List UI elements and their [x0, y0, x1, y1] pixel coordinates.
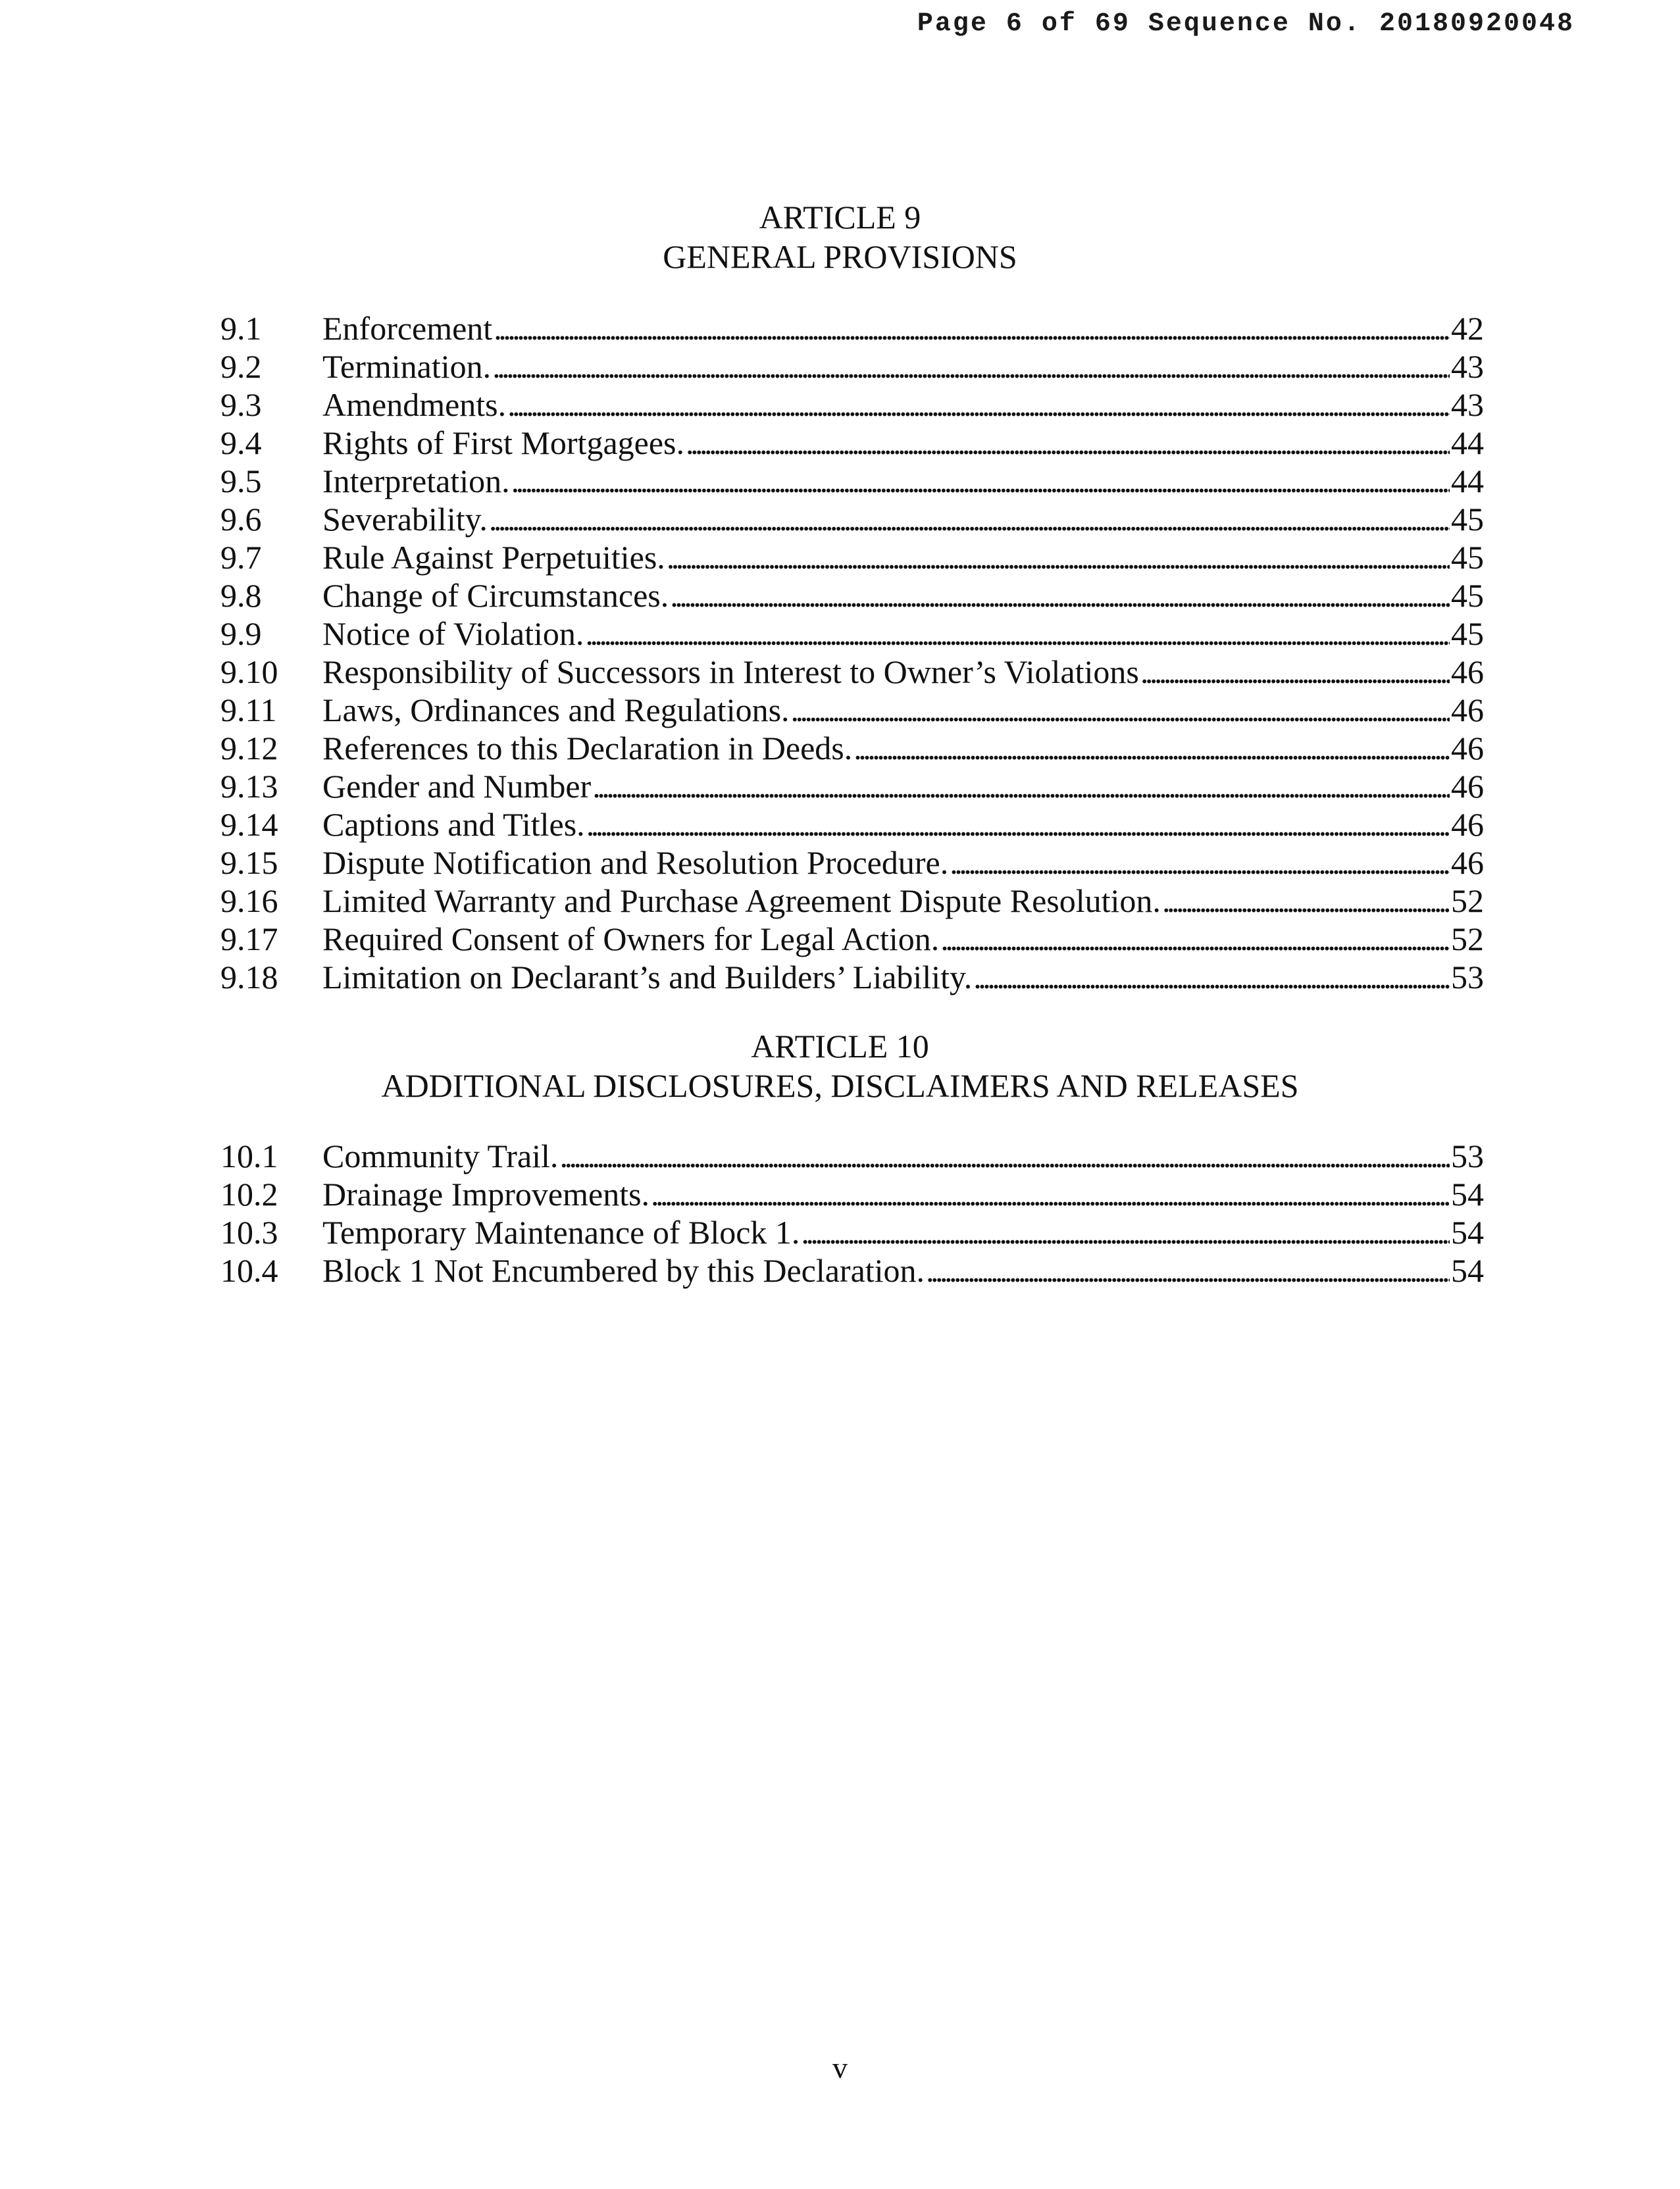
toc-dot-leader [592, 767, 1450, 805]
toc-entry-title: Drainage Improvements. [322, 1176, 650, 1213]
toc-entry-page: 44 [1451, 424, 1484, 461]
toc-entry [220, 1137, 1484, 1175]
toc-entry-number: 9.17 [220, 920, 278, 957]
toc-entry [220, 386, 1484, 424]
toc-entry-page: 54 [1451, 1252, 1484, 1289]
article-10-toc [220, 1137, 1484, 1290]
toc-entry-title: Gender and Number [322, 768, 592, 805]
toc-entry [220, 615, 1484, 653]
toc-entry-title: Rights of First Mortgagees. [322, 424, 684, 461]
toc-entry [220, 882, 1484, 920]
toc-entry-title: Temporary Maintenance of Block 1. [322, 1214, 800, 1251]
toc-dot-leader [667, 538, 1450, 576]
toc-entry [220, 424, 1484, 462]
toc-entry-page: 46 [1451, 653, 1484, 690]
toc-entry-page: 54 [1451, 1176, 1484, 1213]
toc-dot-leader [1162, 882, 1450, 920]
toc-dot-leader [670, 576, 1450, 615]
toc-entry-number: 9.2 [220, 348, 262, 385]
toc-entry [220, 500, 1484, 538]
toc-entry-title: References to this Declaration in Deeds. [322, 730, 853, 767]
toc-entry-page: 53 [1451, 959, 1484, 995]
toc-entry-number: 9.14 [220, 806, 278, 843]
toc-entry-title: Captions and Titles. [322, 806, 585, 843]
toc-entry-title: Community Trail. [322, 1138, 559, 1174]
toc-entry-number: 9.8 [220, 577, 262, 614]
toc-entry-number: 9.15 [220, 844, 278, 881]
toc-entry-page: 46 [1451, 806, 1484, 843]
toc-entry-page: 43 [1451, 348, 1484, 385]
toc-entry [220, 653, 1484, 691]
toc-entry [220, 767, 1484, 805]
toc-entry-title: Dispute Notification and Resolution Procedure. [322, 844, 949, 881]
toc-entry-page: 46 [1451, 844, 1484, 881]
toc-entry-number: 9.1 [220, 310, 262, 347]
toc-entry [220, 691, 1484, 729]
toc-entry-page: 52 [1451, 920, 1484, 957]
toc-entry [220, 462, 1484, 500]
toc-dot-leader [492, 347, 1450, 386]
toc-dot-leader [686, 424, 1450, 462]
toc-entry-page: 52 [1451, 882, 1484, 919]
toc-dot-leader [489, 500, 1450, 538]
toc-dot-leader [585, 615, 1450, 653]
toc-entry-page: 46 [1451, 768, 1484, 805]
toc-dot-leader [507, 386, 1450, 424]
toc-entry-page: 46 [1451, 692, 1484, 728]
toc-entry-number: 9.9 [220, 615, 262, 652]
toc-entry [220, 347, 1484, 386]
toc-entry [220, 309, 1484, 347]
toc-entry [220, 958, 1484, 996]
toc-entry [220, 1175, 1484, 1213]
toc-entry-number: 9.4 [220, 424, 262, 461]
toc-entry-page: 44 [1451, 463, 1484, 499]
toc-entry-title: Interpretation. [322, 463, 510, 499]
toc-entry-title: Termination. [322, 348, 492, 385]
toc-entry-title: Rule Against Perpetuities. [322, 539, 665, 576]
toc-entry-number: 9.3 [220, 386, 262, 423]
toc-entry-number: 9.13 [220, 768, 278, 805]
toc-entry-page: 53 [1451, 1138, 1484, 1174]
page-number: v [832, 2051, 848, 2084]
toc-entry-title: Required Consent of Owners for Legal Action. [322, 920, 940, 957]
toc-dot-leader [940, 920, 1450, 958]
toc-dot-leader [494, 309, 1450, 347]
toc-entry-number: 10.1 [220, 1138, 278, 1174]
toc-entry-page: 45 [1451, 615, 1484, 652]
article-9-heading-block [0, 197, 1680, 276]
toc-entry-title: Block 1 Not Encumbered by this Declaration. [322, 1252, 925, 1289]
toc-dot-leader [1140, 653, 1450, 691]
toc-entry-title: Amendments. [322, 386, 507, 423]
toc-entry [220, 1251, 1484, 1290]
toc-entry-page: 42 [1451, 310, 1484, 347]
toc-entry-page: 43 [1451, 386, 1484, 423]
toc-entry-number: 9.11 [220, 692, 277, 728]
toc-dot-leader [801, 1213, 1450, 1251]
article-9-heading: ARTICLE 9 [759, 199, 921, 236]
article-10-subheading: ADDITIONAL DISCLOSURES, DISCLAIMERS AND RELEASES [381, 1067, 1299, 1104]
toc-entry-title: Severability. [322, 501, 488, 538]
toc-entry [220, 805, 1484, 843]
article-9-toc [220, 309, 1484, 996]
toc-entry-title: Laws, Ordinances and Regulations. [322, 692, 790, 728]
article-9-subheading: GENERAL PROVISIONS [663, 238, 1017, 275]
toc-dot-leader [559, 1137, 1450, 1175]
toc-entry-number: 9.6 [220, 501, 262, 538]
toc-entry-title: Change of Circumstances. [322, 577, 669, 614]
toc-dot-leader [950, 843, 1450, 882]
toc-entry-title: Limited Warranty and Purchase Agreement Dispute Resolution. [322, 882, 1161, 919]
toc-entry-number: 9.7 [220, 539, 262, 576]
toc-dot-leader [853, 729, 1450, 767]
toc-entry-page: 45 [1451, 577, 1484, 614]
toc-entry-title: Limitation on Declarant’s and Builders’ Liability. [322, 959, 973, 995]
toc-entry-title: Responsibility of Successors in Interest to Owner’s Violations [322, 653, 1139, 690]
toc-dot-leader [973, 958, 1450, 996]
article-10-heading: ARTICLE 10 [751, 1028, 929, 1065]
toc-entry-number: 9.10 [220, 653, 278, 690]
toc-entry-title: Enforcement [322, 310, 493, 347]
toc-entry-number: 10.2 [220, 1176, 278, 1213]
page-sequence-header: Page 6 of 69 Sequence No. 20180920048 [917, 9, 1575, 39]
toc-entry-title: Notice of Violation. [322, 615, 584, 652]
toc-entry-number: 9.16 [220, 882, 278, 919]
toc-entry-number: 9.12 [220, 730, 278, 767]
toc-dot-leader [791, 691, 1450, 729]
toc-entry [220, 843, 1484, 882]
toc-entry-number: 9.5 [220, 463, 262, 499]
toc-entry-page: 46 [1451, 730, 1484, 767]
toc-entry [220, 920, 1484, 958]
toc-entry-number: 10.4 [220, 1252, 278, 1289]
toc-entry [220, 576, 1484, 615]
toc-entry-number: 9.18 [220, 959, 278, 995]
toc-entry-page: 45 [1451, 501, 1484, 538]
toc-entry [220, 1213, 1484, 1251]
toc-dot-leader [926, 1251, 1450, 1290]
toc-entry-page: 54 [1451, 1214, 1484, 1251]
toc-entry-number: 10.3 [220, 1214, 278, 1251]
toc-entry [220, 729, 1484, 767]
toc-entry [220, 538, 1484, 576]
article-10-heading-block [0, 1026, 1680, 1105]
toc-dot-leader [651, 1175, 1450, 1213]
toc-dot-leader [586, 805, 1450, 843]
toc-entry-page: 45 [1451, 539, 1484, 576]
toc-dot-leader [511, 462, 1450, 500]
